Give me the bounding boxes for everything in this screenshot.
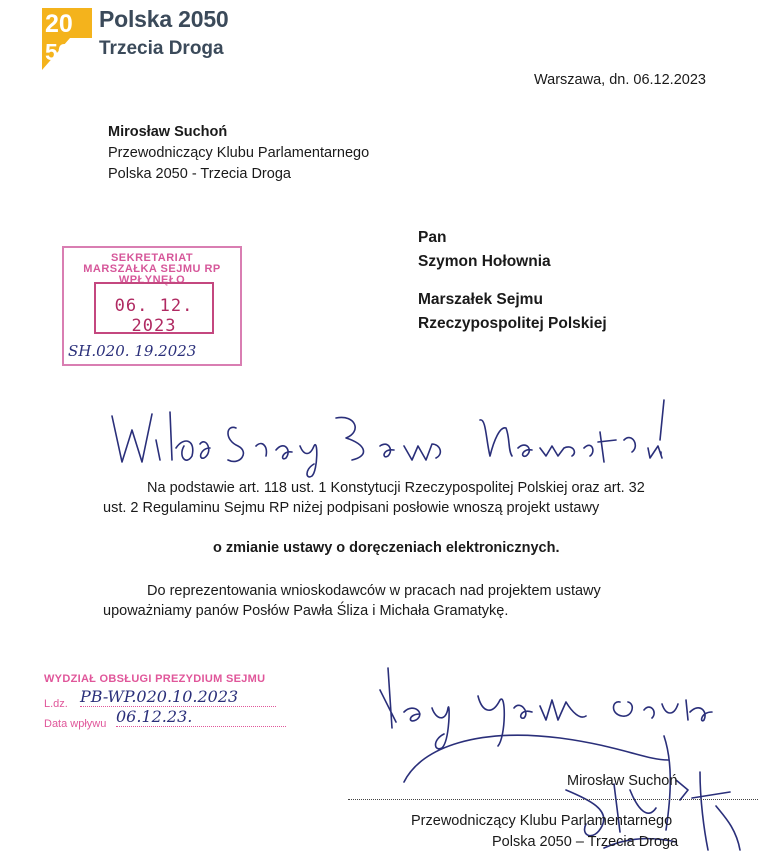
handwritten-closing-icon xyxy=(380,668,712,749)
recipient-title-1: Marszałek Sejmu xyxy=(418,291,543,308)
stamp-date-box xyxy=(94,282,214,334)
handwritten-greeting-icon xyxy=(112,400,664,477)
recipient-salutation: Pan xyxy=(418,229,447,246)
polska-2050-logo-icon xyxy=(42,8,92,70)
stamp-reference: SH.020. 19.2023 xyxy=(68,342,197,360)
receipt-date-label: Data wpływu xyxy=(44,718,107,730)
paragraph-1-line-2: ust. 2 Regulaminu Sejmu RP niżej podpisani posłowie wnoszą projekt ustawy xyxy=(103,500,600,516)
signature-line xyxy=(348,799,758,800)
signatory-name: Mirosław Suchoń xyxy=(567,773,678,789)
receipt-date-value: 06.12.23. xyxy=(116,707,286,727)
recipient-name: Szymon Hołownia xyxy=(418,253,551,270)
stamp-date: 06. 12. 2023 xyxy=(114,296,194,336)
paragraph-2-line-2: upoważniamy panów Posłów Pawła Śliza i Michała Gramatykę. xyxy=(103,603,509,619)
paragraph-1-line-1: Na podstawie art. 118 ust. 1 Konstytucji Rzeczypospolitej Polskiej oraz art. 32 xyxy=(147,480,645,496)
paragraph-2-line-1: Do reprezentowania wnioskodawców w pracach nad projektem ustawy xyxy=(147,583,601,599)
stamp-line-2: MARSZAŁKA SEJMU RP xyxy=(83,263,221,275)
recipient-title-2: Rzeczypospolitej Polskiej xyxy=(418,315,607,332)
sender-name: Mirosław Suchoń xyxy=(108,124,228,140)
recipient-block xyxy=(418,226,607,336)
ldz-value: PB-WP.020.10.2023 xyxy=(80,687,276,707)
presidium-stamp xyxy=(44,673,284,743)
stamp-line-3: WPŁYNĘŁO xyxy=(118,274,186,286)
ldz-label: L.dz. xyxy=(44,698,68,710)
letter-date: Warszawa, dn. 06.12.2023 xyxy=(534,72,706,88)
svg-text:50: 50 xyxy=(45,39,71,65)
paragraph-2 xyxy=(103,581,723,621)
party-name: Polska 2050 xyxy=(99,6,229,32)
paragraph-1 xyxy=(103,478,723,518)
signatory-club: Polska 2050 – Trzecia Droga xyxy=(492,834,679,850)
bill-title: o zmianie ustawy o doręczeniach elektronicznych. xyxy=(213,540,560,556)
presidium-stamp-header: WYDZIAŁ OBSŁUGI PREZYDIUM SEJMU xyxy=(44,673,266,685)
signatory-role: Przewodniczący Klubu Parlamentarnego xyxy=(411,813,673,829)
secretariat-stamp xyxy=(62,246,242,366)
sender-block xyxy=(108,122,369,185)
svg-text:20: 20 xyxy=(45,10,73,38)
sender-club: Polska 2050 - Trzecia Droga xyxy=(108,166,291,182)
stamp-line-1: SEKRETARIAT xyxy=(110,252,194,264)
sender-role: Przewodniczący Klubu Parlamentarnego xyxy=(108,145,370,161)
party-subtitle: Trzecia Droga xyxy=(99,38,224,59)
signature-icon xyxy=(404,735,740,850)
